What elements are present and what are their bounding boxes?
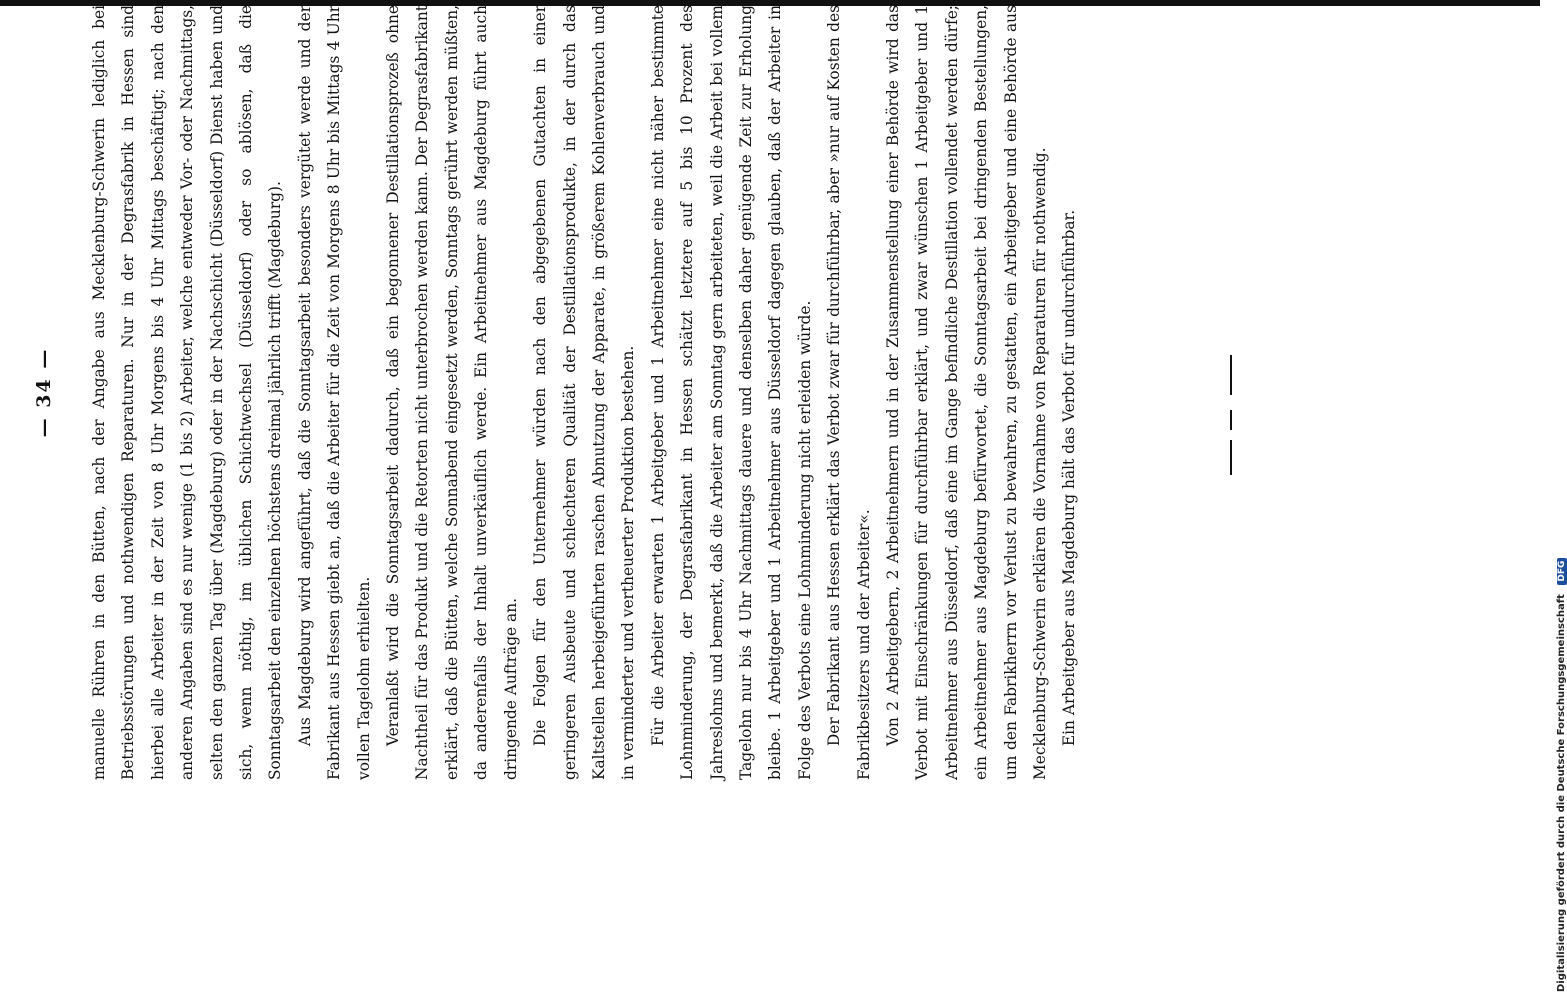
paragraph-1: manuelle Rühren in den Bütten, nach der Angabe aus Mecklenburg-Schwerin lediglich bei Betriebsstörungen und nothwendigen Reparaturen. Nur in der Degrasfabrik in Hessen sind hierbei alle Arbeiter in der Zeit von 8 Uhr Morgens bis 4 Uhr Mittags beschäftigt; nach den anderen Angaben sind es nur wenige (1 bis 2) Arbeiter, welche entweder Vor- oder Nachmittags, selten den ganzen Tag über (Magdeburg) oder in der Nachschicht (Düsseldorf) Dienst haben und sich, wenn nöthig, im üblichen Schichtwechsel (Düsseldorf) oder so ablösen, daß die Sonntagsarbeit den einzelnen höchstens dreimal jährlich trifft (Magdeburg). [90,5,285,780]
credit-text: Digitalisierung gefördert durch die Deutsche Forschungsgemeinschaft [1556,594,1567,992]
digitization-credit [1556,0,1567,1000]
rotated-text-block [33,5,1175,780]
paragraph-2: Aus Magdeburg wird angeführt, daß die Sonntagsarbeit besonders vergütet werde und der Fabrikant aus Hessen giebt an, daß die Arbeiter für die Zeit von Morgens 8 Uhr bis Mittags 4 Uhr vollen Tagelohn erhielten. [295,5,373,780]
page-number-header: — 34 — [33,347,55,438]
dfg-logo: DFG [1557,558,1567,585]
paragraph-7: Von 2 Arbeitgebern, 2 Arbeitnehmern und in der Zusammenstellung einer Behörde wird das Verbot mit Einschränkungen für durchführbar erklärt, und zwar wünschen 1 Arbeitgeber und 1 Arbeitnehmer aus Düsseldorf, daß eine im Gange befindliche Destillation vollendet werden dürfe; ein Arbeitnehmer aus Magdeburg befürwortet, die Sonntagsarbeit bei dringenden Bestellungen, um den Fabrikherrn vor Verlust zu bewahren, zu gestatten, ein Arbeitgeber und eine Behörde aus Mecklenburg-Schwerin erklären die Vornahme von Reparaturen für nothwendig. [883,5,1049,780]
paragraph-4: Die Folgen für den Unternehmer würden nach den abgegebenen Gutachten in einer geringeren Ausbeute und schlechteren Qualität der Destillationsprodukte, in der durch das Kaltstellen herbeigeführten raschen Abnutzung der Apparate, in größerem Kohlenverbrauch und in verminderter und vertheuerter Produktion bestehen. [531,5,638,780]
paragraph-6: Der Fabrikant aus Hessen erklärt das Verbot zwar für durchführbar, aber »nur auf Kosten des Fabrikbesitzers und der Arbeiter«. [825,5,873,780]
body-text [85,5,1085,780]
paragraph-3: Veranlaßt wird die Sonntagsarbeit dadurch, daß ein begonnener Destillationsprozeß ohne Nachtheil für das Produkt und die Retorten nicht unterbrochen werden kann. Der Degrasfabrikant erklärt, daß die Bütten, welche Sonnabend eingesetzt werden, Sonntags gerührt werden müßten, da anderenfalls der Inhalt unverkäuflich werde. Ein Arbeitnehmer aus Magdeburg führt auch dringende Aufträge an. [384,5,520,780]
paragraph-5: Für die Arbeiter erwarten 1 Arbeitgeber und 1 Arbeitnehmer eine nicht näher bestimmte Lohnminderung, der Degrasfabrikant in Hessen schätzt letztere auf 5 bis 10 Prozent des Jahreslohns und bemerkt, daß die Arbeiter am Sonntag gern arbeiteten, weil die Arbeit bei vollem Tagelohn nur bis 4 Uhr Nachmittags dauere und denselben daher genügende Zeit zur Erholung bleibe. 1 Arbeitgeber und 1 Arbeitnehmer aus Düsseldorf dagegen glauben, daß der Arbeiter in Folge des Verbots eine Lohnminderung nicht erleiden würde. [648,5,814,780]
paragraph-8: Ein Arbeitgeber aus Magdeburg hält das Verbot für undurchführbar. [1060,209,1079,747]
section-end-rule [1230,355,1260,475]
